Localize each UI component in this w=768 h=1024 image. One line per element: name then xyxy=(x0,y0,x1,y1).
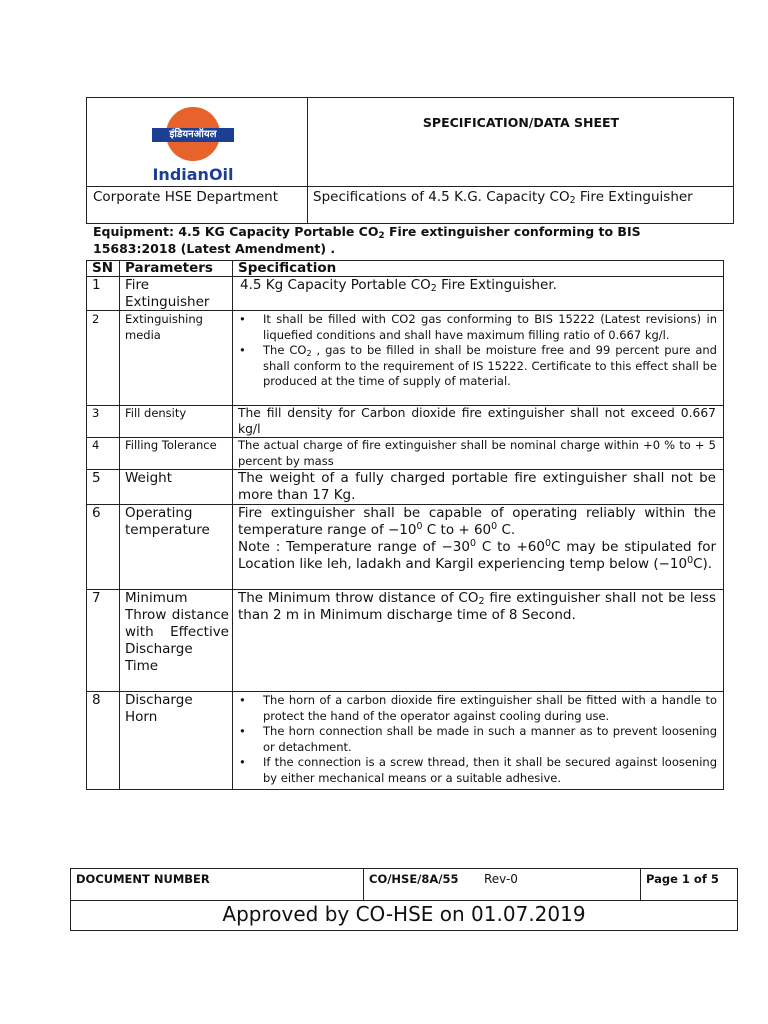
row-7-spec: The Minimum throw distance of $CO_2$ fire extinguisher shall not be less than 2 m in Minimum discharge time of 8 Second. xyxy=(238,590,716,623)
row-3-sn: 3 xyxy=(92,406,100,420)
row-1-param: Fire Extinguisher xyxy=(125,277,210,310)
row-6-spec-note: Note : Temperature range of $-30^0$ C to $+60^0C$ may be stipulated for Location like leh, ladakh and Kargil experiencing temp below $(-10^0C)$. xyxy=(238,538,717,572)
row-2-spec-list xyxy=(233,312,717,390)
revision: Rev-0 xyxy=(484,872,518,886)
row-7-param: Minimum Throw distance with Effective Discharge Time xyxy=(125,590,229,674)
department-label: Corporate HSE Department xyxy=(93,189,279,205)
row-3-spec: The fill density for Carbon dioxide fire extinguisher shall not exceed 0.667 kg/l xyxy=(238,406,716,436)
list-item: • If the connection is a screw thread, then it shall be secured against loosening by either mechanical means or a suitable adhesive. xyxy=(233,755,717,786)
logo-text-english: IndianOil xyxy=(152,165,234,184)
row-6-spec xyxy=(238,505,716,573)
list-item: • It shall be filled with CO2 gas conforming to BIS 15222 (Latest revisions) in liquefied conditions and shall have maximum filling ratio of 0.667 kg/l. xyxy=(233,312,717,343)
equipment-line-2: 15683:2018 (Latest Amendment) . xyxy=(93,241,336,256)
document-title: SPECIFICATION/DATA SHEET xyxy=(422,115,620,130)
row-5-sn: 5 xyxy=(92,470,101,486)
row-4-spec: The actual charge of fire extinguisher shall be nominal charge within +0 % to + 5 percent by mass xyxy=(238,438,716,468)
row-7-sn: 7 xyxy=(92,590,101,606)
row-4-param: Filling Tolerance xyxy=(125,438,217,452)
row-2-param: Extinguishing media xyxy=(125,312,203,342)
row-1-sn: 1 xyxy=(92,277,101,293)
footer-divider-2 xyxy=(640,868,641,900)
list-item: • The $CO_2$ , gas to be filled in shall be moisture free and 99 percent pure and shall conform to the requirement of IS 15222. Certificate to this effect shall be produced at the time of supply of material. xyxy=(233,343,717,390)
footer-divider-1 xyxy=(363,868,364,900)
row-6-spec-para-1: Fire extinguisher shall be capable of operating reliably within the temperature range of $-10^0$ C to + $60^0$ C. xyxy=(238,505,716,538)
header-hline xyxy=(86,186,734,187)
col-header-specification: Specification xyxy=(238,260,337,276)
row-4-sn: 4 xyxy=(92,438,100,452)
row-8-sn: 8 xyxy=(92,692,101,708)
row-2-sn: 2 xyxy=(92,312,100,326)
col-header-sn: SN xyxy=(92,260,114,276)
row-8-spec-list xyxy=(233,693,717,786)
row-3-param: Fill density xyxy=(125,406,187,420)
row-8-param: Discharge Horn xyxy=(125,692,193,725)
row-5-param: Weight xyxy=(125,470,173,486)
row-6-sn: 6 xyxy=(92,505,101,521)
row-1-spec: 4.5 Kg Capacity Portable $CO_2$ Fire Extinguisher. xyxy=(240,277,557,294)
col-divider-1 xyxy=(119,260,120,790)
col-header-parameters: Parameters xyxy=(125,260,213,276)
list-item: • The horn of a carbon dioxide fire extinguisher shall be fitted with a handle to protect the hand of the operator against cooling during use. xyxy=(233,693,717,724)
doc-number: CO/HSE/8A/55 xyxy=(369,872,459,886)
indianoil-logo xyxy=(150,104,236,186)
row-6-param: Operating temperature xyxy=(125,505,210,538)
equipment-line-1: Equipment: 4.5 KG Capacity Portable $CO_2$ Fire extinguisher conforming to BIS xyxy=(93,224,641,241)
doc-number-label: DOCUMENT NUMBER xyxy=(76,872,210,886)
row-5-spec: The weight of a fully charged portable fire extinguisher shall not be more than 17 Kg. xyxy=(238,470,716,503)
page-number: Page 1 of 5 xyxy=(646,872,719,886)
spec-title: Specifications of 4.5 K.G. Capacity $CO_2$ Fire Extinguisher xyxy=(313,189,693,206)
approval-statement: Approved by CO-HSE on 01.07.2019 xyxy=(222,902,586,926)
logo-text-hindi: इंडियनऑयल xyxy=(169,129,217,140)
list-item: • The horn connection shall be made in such a manner as to prevent loosening or detachment. xyxy=(233,724,717,755)
